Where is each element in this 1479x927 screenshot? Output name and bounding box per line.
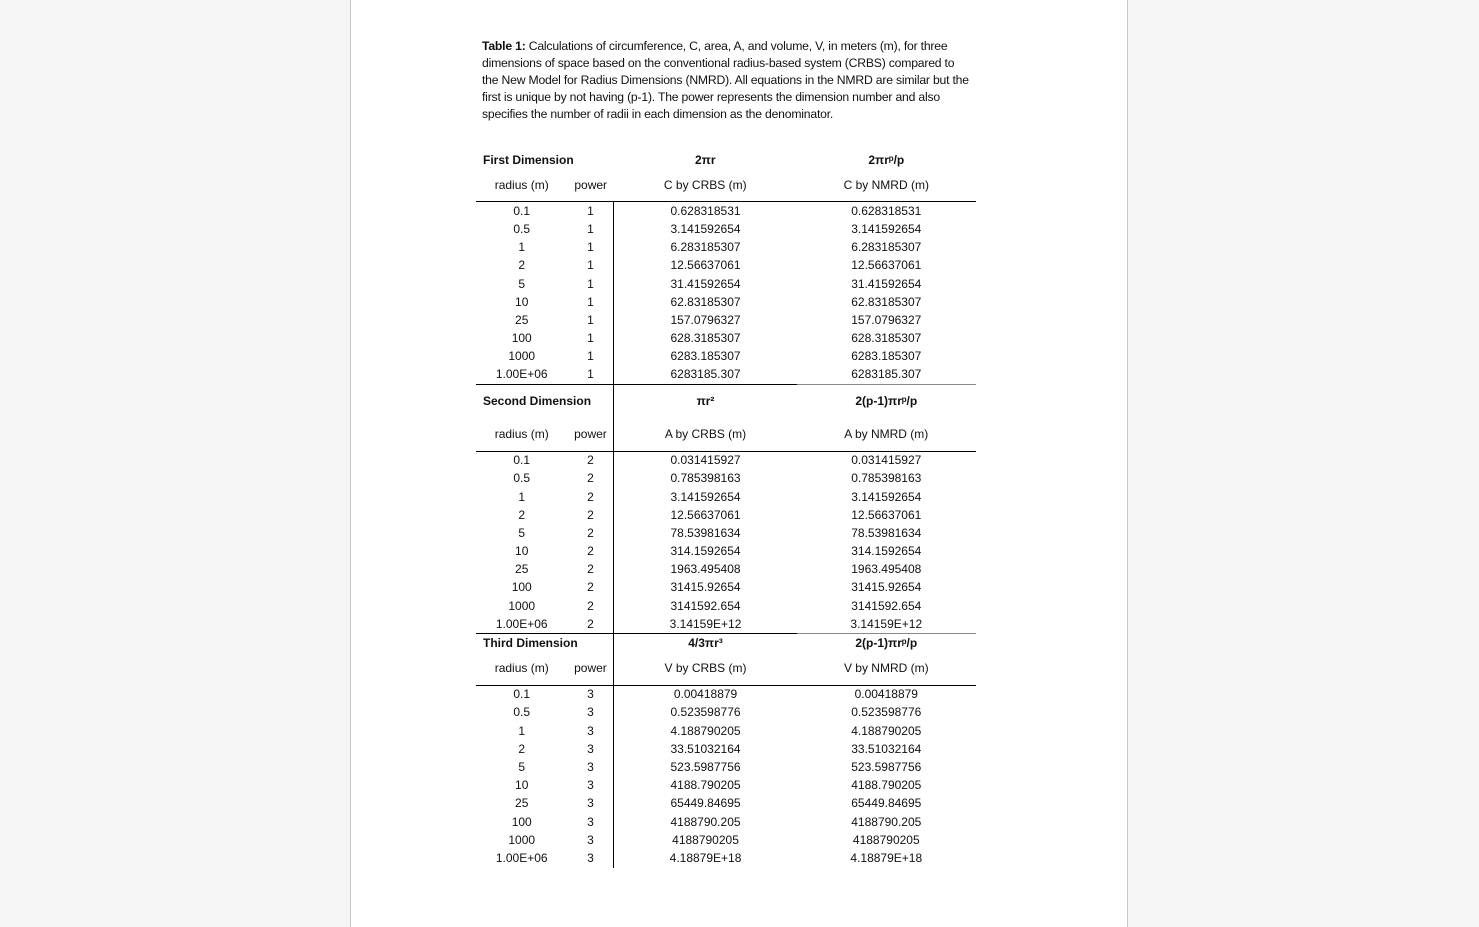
radius-cell: 2 — [518, 258, 526, 273]
radius-cell: 2 — [518, 507, 526, 522]
table-row — [476, 543, 976, 561]
nmrd-value-cell: 3141592.654 — [851, 598, 922, 613]
power-cell: 3 — [587, 687, 594, 702]
power-cell: 3 — [587, 778, 594, 793]
power-cell: 3 — [587, 832, 594, 847]
crbs-value-cell: 4188790.205 — [614, 813, 797, 831]
nmrd-value-cell: 314.1592654 — [851, 544, 922, 559]
power-cell: 1 — [587, 349, 594, 364]
crbs-value-cell: 3.141592654 — [614, 488, 797, 506]
nmrd-value-cell: 12.56637061 — [851, 258, 922, 273]
table-row — [476, 740, 976, 758]
radius-cell: 1.00E+06 — [495, 850, 548, 865]
power-cell: 1 — [587, 331, 594, 346]
column-header-row — [476, 419, 976, 452]
radius-cell: 5 — [518, 759, 526, 774]
col-power: power — [567, 169, 614, 202]
table-row — [476, 239, 976, 257]
radius-cell: 25 — [515, 562, 529, 577]
power-cell: 2 — [587, 616, 594, 631]
nmrd-value-cell: 3.141592654 — [851, 221, 922, 236]
power-cell: 3 — [587, 850, 594, 865]
power-cell: 3 — [587, 705, 594, 720]
section-title: First Dimension — [483, 152, 574, 167]
power-cell: 1 — [587, 240, 594, 255]
col-crbs: C by CRBS (m) — [614, 169, 797, 202]
power-cell: 2 — [587, 507, 594, 522]
crbs-value-cell: 12.56637061 — [614, 257, 797, 275]
section-header-row — [476, 151, 976, 169]
radius-cell: 1 — [518, 489, 526, 504]
table-row — [476, 524, 976, 542]
table-row — [476, 470, 976, 488]
col-nmrd: C by NMRD (m) — [797, 169, 976, 202]
crbs-value-cell: 78.53981634 — [614, 524, 797, 542]
crbs-value-cell: 6283185.307 — [614, 366, 797, 385]
table-row — [476, 615, 976, 634]
table-row — [476, 220, 976, 238]
crbs-value-cell: 0.031415927 — [614, 451, 797, 470]
radius-cell: 0.5 — [513, 471, 531, 486]
col-crbs: V by CRBS (m) — [614, 653, 797, 686]
crbs-value-cell: 4188.790205 — [614, 777, 797, 795]
radius-cell: 100 — [511, 331, 532, 346]
table-row — [476, 685, 976, 704]
crbs-value-cell: 3.14159E+12 — [614, 615, 797, 634]
document-page — [350, 0, 1128, 927]
table-row — [476, 257, 976, 275]
section-header-row — [476, 385, 976, 419]
col-nmrd: V by NMRD (m) — [797, 653, 976, 686]
table-row — [476, 831, 976, 849]
crbs-value-cell: 4.18879E+18 — [614, 849, 797, 867]
radius-cell: 1 — [518, 723, 526, 738]
nmrd-value-cell: 0.523598776 — [851, 705, 922, 720]
nmrd-value-cell: 0.785398163 — [851, 471, 922, 486]
power-cell: 2 — [587, 580, 594, 595]
nmrd-value-cell: 4188790205 — [852, 832, 920, 847]
power-cell: 1 — [587, 367, 594, 382]
column-header-row — [476, 653, 976, 686]
radius-cell: 0.1 — [513, 453, 531, 468]
power-cell: 1 — [587, 258, 594, 273]
table-row — [476, 561, 976, 579]
power-cell: 2 — [587, 471, 594, 486]
col-radius: radius (m) — [476, 169, 567, 202]
radius-cell: 1.00E+06 — [495, 367, 548, 382]
power-cell: 1 — [587, 294, 594, 309]
power-cell: 2 — [587, 525, 594, 540]
nmrd-value-cell: 6283185.307 — [851, 367, 922, 382]
power-cell: 3 — [587, 741, 594, 756]
nmrd-formula: 2(p-1)πrᵖ/p — [797, 634, 976, 653]
nmrd-value-cell: 1963.495408 — [851, 562, 922, 577]
nmrd-value-cell: 6.283185307 — [851, 240, 922, 255]
nmrd-value-cell: 0.031415927 — [851, 453, 922, 468]
radius-cell: 10 — [515, 294, 529, 309]
col-power: power — [567, 419, 614, 452]
nmrd-value-cell: 0.00418879 — [854, 687, 918, 702]
table-row — [476, 849, 976, 867]
results-table — [476, 151, 976, 868]
table-caption — [482, 38, 972, 123]
radius-cell: 10 — [515, 778, 529, 793]
crbs-value-cell: 0.00418879 — [614, 685, 797, 704]
table-row — [476, 704, 976, 722]
caption-label: Table 1: — [482, 39, 526, 53]
section-title: Second Dimension — [476, 385, 614, 419]
nmrd-value-cell: 6283.185307 — [851, 349, 922, 364]
radius-cell: 1 — [518, 240, 526, 255]
table-row — [476, 722, 976, 740]
power-cell: 1 — [587, 276, 594, 291]
caption-text: Calculations of circumference, C, area, A, and volume, V, in meters (m), for three dimensions of space based on the conventional radius-based system (CRBS) compared to the New Model for Radius Dimensions (NMRD). All equations in the NMRD are similar but the first is unique by not having (p-1). The power represents the dimension number and also specifies the number of radii in each dimension as the denominator. — [482, 39, 969, 121]
table-row — [476, 293, 976, 311]
nmrd-value-cell: 78.53981634 — [851, 525, 922, 540]
nmrd-value-cell: 12.56637061 — [851, 507, 922, 522]
table-row — [476, 202, 976, 221]
table-row — [476, 777, 976, 795]
nmrd-formula: 2πrᵖ/p — [868, 152, 905, 167]
crbs-value-cell: 523.5987756 — [614, 758, 797, 776]
radius-cell: 10 — [515, 544, 529, 559]
power-cell: 3 — [587, 796, 594, 811]
table-row — [476, 597, 976, 615]
crbs-value-cell: 157.0796327 — [614, 311, 797, 329]
radius-cell: 1000 — [508, 349, 536, 364]
col-nmrd: A by NMRD (m) — [797, 419, 976, 452]
table-row — [476, 275, 976, 293]
radius-cell: 25 — [515, 312, 529, 327]
table-row — [476, 758, 976, 776]
table-row — [476, 813, 976, 831]
power-cell: 2 — [587, 562, 594, 577]
col-radius: radius (m) — [476, 419, 567, 452]
nmrd-value-cell: 4.188790205 — [851, 723, 922, 738]
radius-cell: 0.1 — [513, 687, 531, 702]
nmrd-value-cell: 3.14159E+12 — [850, 616, 923, 631]
radius-cell: 0.5 — [513, 221, 531, 236]
radius-cell: 25 — [515, 796, 529, 811]
power-cell: 1 — [587, 203, 594, 218]
nmrd-value-cell: 523.5987756 — [851, 759, 922, 774]
crbs-value-cell: 6283.185307 — [614, 348, 797, 366]
crbs-value-cell: 31415.92654 — [614, 579, 797, 597]
power-cell: 1 — [587, 312, 594, 327]
power-cell: 3 — [587, 814, 594, 829]
nmrd-value-cell: 4188790.205 — [851, 814, 922, 829]
table-row — [476, 488, 976, 506]
crbs-formula: 4/3πr³ — [614, 634, 797, 653]
crbs-value-cell: 65449.84695 — [614, 795, 797, 813]
crbs-value-cell: 314.1592654 — [614, 543, 797, 561]
crbs-value-cell: 3.141592654 — [614, 220, 797, 238]
power-cell: 3 — [587, 759, 594, 774]
nmrd-value-cell: 62.83185307 — [851, 294, 922, 309]
table-row — [476, 311, 976, 329]
radius-cell: 5 — [518, 525, 526, 540]
table-row — [476, 366, 976, 385]
table-row — [476, 330, 976, 348]
radius-cell: 1000 — [508, 598, 536, 613]
radius-cell: 2 — [518, 741, 526, 756]
crbs-value-cell: 0.628318531 — [614, 202, 797, 221]
col-crbs: A by CRBS (m) — [614, 419, 797, 452]
table-row — [476, 795, 976, 813]
crbs-value-cell: 0.785398163 — [614, 470, 797, 488]
radius-cell: 100 — [511, 580, 532, 595]
nmrd-value-cell: 628.3185307 — [851, 331, 922, 346]
table-row — [476, 348, 976, 366]
crbs-value-cell: 0.523598776 — [614, 704, 797, 722]
nmrd-formula: 2(p-1)πrᵖ/p — [797, 385, 976, 419]
radius-cell: 0.5 — [513, 705, 531, 720]
column-header-row — [476, 169, 976, 202]
crbs-value-cell: 62.83185307 — [614, 293, 797, 311]
crbs-value-cell: 4188790205 — [614, 831, 797, 849]
crbs-value-cell: 4.188790205 — [614, 722, 797, 740]
nmrd-value-cell: 157.0796327 — [851, 312, 922, 327]
radius-cell: 1.00E+06 — [495, 616, 548, 631]
col-power: power — [567, 653, 614, 686]
power-cell: 2 — [587, 489, 594, 504]
nmrd-value-cell: 33.51032164 — [851, 741, 922, 756]
nmrd-value-cell: 3.141592654 — [851, 489, 922, 504]
crbs-value-cell: 31.41592654 — [614, 275, 797, 293]
section-title: Third Dimension — [476, 634, 614, 653]
power-cell: 1 — [587, 221, 594, 236]
crbs-value-cell: 12.56637061 — [614, 506, 797, 524]
radius-cell: 5 — [518, 276, 526, 291]
table-row — [476, 451, 976, 470]
crbs-value-cell: 628.3185307 — [614, 330, 797, 348]
crbs-value-cell: 3141592.654 — [614, 597, 797, 615]
nmrd-value-cell: 65449.84695 — [851, 796, 922, 811]
crbs-formula: 2πr — [695, 152, 716, 167]
section-header-row — [476, 634, 976, 653]
table-row — [476, 506, 976, 524]
power-cell: 2 — [587, 453, 594, 468]
crbs-value-cell: 6.283185307 — [614, 239, 797, 257]
nmrd-value-cell: 0.628318531 — [851, 203, 922, 218]
table-row — [476, 579, 976, 597]
nmrd-value-cell: 4.18879E+18 — [850, 850, 923, 865]
nmrd-value-cell: 31415.92654 — [851, 580, 922, 595]
crbs-value-cell: 33.51032164 — [614, 740, 797, 758]
nmrd-value-cell: 4188.790205 — [851, 778, 922, 793]
power-cell: 3 — [587, 723, 594, 738]
nmrd-value-cell: 31.41592654 — [851, 276, 922, 291]
power-cell: 2 — [587, 598, 594, 613]
power-cell: 2 — [587, 544, 594, 559]
col-radius: radius (m) — [476, 653, 567, 686]
radius-cell: 0.1 — [513, 203, 531, 218]
radius-cell: 100 — [511, 814, 532, 829]
crbs-formula: πr² — [614, 385, 797, 419]
crbs-value-cell: 1963.495408 — [614, 561, 797, 579]
radius-cell: 1000 — [508, 832, 536, 847]
